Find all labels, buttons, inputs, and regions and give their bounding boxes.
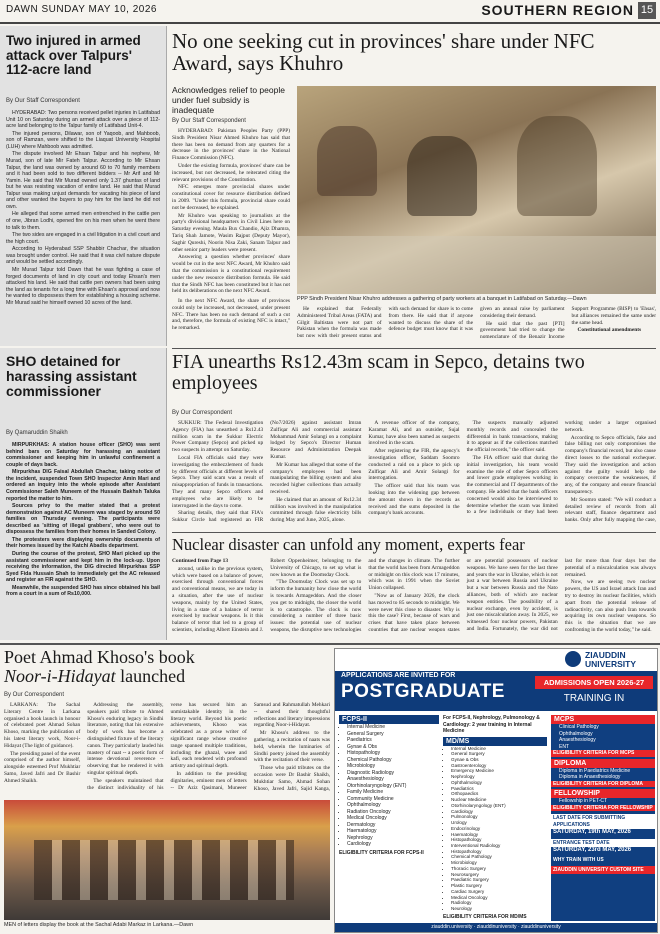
last-date: SATURDAY, 19th MAY, 2026 [553, 829, 631, 835]
divider [172, 348, 656, 349]
list-item: • Histopathology [451, 849, 547, 855]
fcps-eligibility: ELIGIBILITY CRITERIA FOR FCPS-II [339, 849, 424, 856]
list-item: • Otorhinolaryngology (ENT) [451, 803, 547, 809]
list-item: • Dermatology [347, 822, 439, 829]
apply-heading: WHY TRAIN WITH US [553, 857, 604, 864]
story-sho [0, 348, 167, 640]
headline-part: Poet Ahmad Khoso's book [4, 648, 195, 667]
last-date-heading: LAST DATE FOR SUBMITTING APPLICATIONS [551, 814, 655, 829]
list-item: • Haematology [347, 828, 439, 835]
paragraph: The suspects manually adjusted monthly records and concealed the differential in bank transactions, making it to appear as if the collections matched the official records," the officer said. [466, 420, 558, 454]
paragraph: Mir Murad Talpur told Dawn that he was fighting a case of forged documents of land in city court and today Ehsan's men attacked his land. He said that cattle pen owners had been using the land as tenants for a long time with Ehsan's approval and now he wanted to dispossess them for establishing a housing scheme. Mir Murad said he himself owned 10 acres of the land. [6, 266, 160, 306]
deck: Acknowledges relief to people under fuel subsidy is inadequate [172, 85, 285, 115]
fcps-heading: FCPS-II [339, 715, 439, 724]
fcps-panel [339, 715, 439, 875]
paragraph: HYDERABAD: Pakistan Peoples Party (PPP) Sindh President Nisar Ahmed Khuhro has said that there has been no demand from any quarters for a decrease in the provinces' share in the National Finance Commission (NFC). [172, 128, 290, 162]
headline: Two injured in armed attack over Talpurs' 112-acre land [6, 33, 141, 78]
paragraph: Meanwhile, the suspended SHO has since obtained his bail from a court in a sum of Rs10,000. [6, 584, 160, 598]
paragraph: around, unlike in the previous system, which were based on a balance of power, exercised through conventional forces and conventional means, we are today in a situation, after the use of nuclear weapons, mainly by the United States, living in a state of a balance of terror exercised by nuclear weapons. Is it this balance of terror that led to a group of scientists, including Albert Einstein and J. Robert Oppenheimer, belonging to the University of Chicago, to set up what is now known as the Doomsday Clock. [172, 558, 362, 633]
article-body [6, 110, 160, 342]
news-photo [297, 86, 656, 294]
photo-caption: PPP Sindh President Nisar Khuhro addresses a gathering of party workers at a banquet in Latifabad on Saturday.—Dawn [297, 296, 587, 302]
subhead: Constitutional amendments [577, 327, 642, 334]
story-khoso [2, 648, 330, 932]
list-item: • Microbiology [451, 860, 547, 866]
diploma-list [551, 768, 655, 781]
article-body-col1 [172, 298, 290, 344]
paragraph: In the next NFC Award, the share of provinces could only be increased, not decreased, under present NFC. There has been no such demand of such a cut and, therefore, the formula of existing NFC is intact," he remarked. [172, 298, 290, 332]
list-item: • Nephrology [451, 774, 547, 780]
headline: No one seeking cut in provinces' share under NFC Award, says Khuhro [172, 30, 595, 76]
list-item: • Fellowship in PET-CT [559, 798, 655, 805]
mdms-panel [443, 715, 547, 925]
continued-from: Continued from Page 13 [172, 558, 229, 564]
list-item: • Thoracic Surgery [451, 866, 547, 872]
list-item: • Paediatrics [347, 737, 439, 744]
list-item: • Radiation Oncology [347, 809, 439, 816]
paragraph: Mr Khuhro was speaking to journalists at the party's divisional headquarters in Civil Lines here on Saturday evening. Maula Bux Chandio, Ajiz Dhamra, Tariq Shah Jamote, Wasim Rajput (Deputy Mayor), Saghir Qureshi, Noorin Nisa Zaki, Sanam Talpur and other senior party leaders were present. [172, 212, 290, 253]
paragraph: Now, we are seeing two nuclear powers, the US and Israel attack Iran and try to destroy its nuclear facilities, which apart from the potential release of radioactivity, can also push Iran towards acquiring its own nuclear weapons. So this is the situation that we are confronting in the world today," he said. [564, 579, 656, 633]
ad-title: POSTGRADUATE [341, 681, 505, 702]
list-item: • Emergency Medicine [451, 768, 547, 774]
list-item: • Internal Medicine [347, 724, 439, 731]
divider [172, 532, 656, 533]
paragraph: Addressing the assembly, speakers paid tribute to Ahmed Khoso's enduring legacy in Sindhi literature, noting that his extensive body of work has become a distinguished fixture of the literary canon. They particularly lauded his mastery of naat -- a poetic form of intense devotional reverence -- observing that he rendered it with singular spiritual depth. [87, 702, 164, 776]
paragraph: Answering a question whether provinces' share would be cut in the next NFC Award, Mr Khuhro said that the commission is a constitutional requirement under the new resource distribution formula. He said that the Sindh NFC has been constituted but it has not held its deliberations on the next NFC Award. [172, 254, 290, 295]
list-item: • Ophthalmology [451, 780, 547, 786]
paragraph: The officer said that his team was looking into the widening gap between the amount shown in the records as received and the sums deposited in the company's bank accounts. [368, 483, 460, 517]
ad-footer: ziauddin.university · ziauddinuniversity · ziauddinuniversity [335, 923, 657, 932]
list-item: • Medical Oncology [347, 815, 439, 822]
list-item: • Diploma in Paediatrics Medicine [559, 768, 655, 775]
page-number: 15 [638, 2, 656, 19]
list-item: • Radiology [451, 900, 547, 906]
folio-date: DAWN SUNDAY MAY 10, 2026 [6, 4, 157, 15]
training-label: TRAINING IN [563, 693, 625, 704]
test-date-heading: ENTRANCE TEST DATE [551, 839, 655, 848]
paragraph: LARKANA: The Sachal Literary Centre in Larkana organised a book launch in honour of celebrated poet Ahmad Sohan Khoso, marking the publication of his latest literary work, Noor-i-Hidayat (The light of guidance). [4, 702, 81, 749]
list-item: • Paediatric Surgery [451, 877, 547, 883]
list-item: • Internal Medicine [451, 746, 547, 752]
paragraph: He said that the past [PTI] government had tried to change the nomenclature of the Benazir Income Support Programme (BISP) to 'Ehsas', but alliances remained the same under the same head. [480, 306, 656, 341]
paragraph: The FIA officer said that during the initial investigation, his team would examine the role of other Sepco officers and lower grade employees working in the commercial and IT departments of the company. He added that the bank officers concerned would also be interviewed to determine whether the scam was limited to a few individuals or they had been working under a larger organised network. [466, 420, 656, 516]
paragraph: NFC emerges more provincial shares under constitutional cover for resource distribution defined in 2009. "Under this formula, provincial share could not be decreased, he explained. [172, 184, 290, 211]
list-item: • Interventional Radiology [451, 843, 547, 849]
story-sepco [172, 352, 656, 530]
paragraph: According to Sepco officials, fake and false billing not only compromises the company's financial record, but also cause direct losses to the national exchequer. They said the investigation and action against the guilty would help the company overcome the weaknesses, if any, of the company and ensure financial transparency. [564, 434, 656, 495]
brand-name: ZIAUDDIN UNIVERSITY [585, 650, 637, 669]
paragraph: The injured persons, Dilawar, son of Yaqoob, and Mahboob, son of Ramzan, were shifted to the Liaquat University Hospital (LUH) where Mahboob was admitted. [6, 130, 160, 150]
article-body [172, 558, 656, 638]
list-item: • Urology [451, 820, 547, 826]
list-item: • Otorhinolaryngology (ENT) [347, 783, 439, 790]
article-body [172, 420, 656, 528]
list-item: • Haematology [451, 832, 547, 838]
paragraph: SUKKUR: The Federal Investigation Agency (FIA) has unearthed a Rs12.43 million scam in the Sukkur Electric Power Company (Sepco) and picked up two suspects in attempt on Saturday. [172, 420, 264, 454]
list-item: • Gynae & Obs [451, 757, 547, 763]
paragraph: According to Hyderabad SSP Shabbir Chachar, the situation was brought under control. He said that it was civil nature dispute and would be settled accordingly. [6, 246, 160, 266]
fellowship-criteria: ELIGIBILITY CRITERIA FOR FELLOWSHIP [551, 805, 655, 812]
paragraph: He alleged that some armed men entrenched in the cattle pen of one, Jibran Lodhi, opened fire on his men when he went there to talk to them. [6, 211, 160, 231]
list-item: • Gynae & Obs [347, 744, 439, 751]
list-item: • Cardiology [347, 841, 439, 848]
mcps-heading: MCPS [551, 715, 655, 724]
list-item: • Ophthalmology [347, 802, 439, 809]
mdms-eligibility: ELIGIBILITY CRITERIA FOR MD/MS [443, 913, 527, 920]
headline: Nuclear disaster can unfold any moment, experts fear [172, 536, 525, 554]
paragraph: "The Doomsday Clock was set up to inform the humanity how close the world is towards Armageddon. And the closer you get to midnight, the closer the world is to catastrophe. The clock is now considering a number of three basic issues: the potential use of nuclear weapons, the disruptive new technologies and the changes in climate. The further that the world has been from Armageddon or midnight on this clock was 17 minutes, which was in 1991 when the Soviet Union collapsed. [270, 558, 460, 633]
list-item: • Paediatrics [451, 786, 547, 792]
university-logo-icon [565, 651, 581, 667]
page-header [0, 0, 660, 24]
list-item: • Cardiac Surgery [451, 889, 547, 895]
photo-caption: MEN of letters display the book at the Sachal Adabi Markaz in Larkana.—Dawn [4, 922, 194, 928]
fellowship-heading: FELLOWSHIP [551, 789, 655, 798]
paragraph: The speakers maintained that the distinct individuality of his verse has secured him an unmistakable identity in the literary world. Beyond his poetic achievements, Khoso was celebrated as a prose writer of significant range whose creative range spanned multiple traditions, including the ghazal, waee and kafi, each rendered with profound artistry and spiritual depth. [87, 702, 247, 791]
admissions-badge: ADMISSIONS OPEN 2026-27 [535, 676, 653, 689]
story-talpur [0, 26, 167, 346]
byline: By Our Staff Correspondent [172, 118, 246, 124]
list-item: • Diagnostic Radiology [347, 770, 439, 777]
list-item: • Neurology [451, 906, 547, 912]
news-photo [4, 800, 330, 920]
paragraph: In addition to the presiding dignitaries, eminent men of letters -- Dr Aziz Qasimani, Muneeer Samsud and Rahmatullah Mehkari -- shared their thoughtful reflections and literary impressions regarding Noor-i-Hidayat. [170, 702, 330, 791]
headline-part: launched [120, 666, 186, 687]
list-item: • Nuclear Medicine [451, 797, 547, 803]
list-item: • Orthopaedics [451, 791, 547, 797]
advertisement-ziauddin [334, 648, 658, 933]
paragraph: Local FIA officials said they were investigating the embezzlement of funds by different officials at different levels of Sepco. They said scam was a result of misappropriation of funds in transactions. They and many Sepco officers and employees who are likely to be interrogated in the days to come. [172, 454, 264, 509]
list-item: • Community Medicine [347, 796, 439, 803]
diploma-heading: DIPLOMA [551, 759, 655, 768]
fcps-note: For FCPS-II, Nephrology, Pulmonology & Cardiology: 2 year training in Internal Medicine [443, 715, 540, 734]
banner-text: APPLICATIONS ARE INVITED FOR [341, 672, 456, 679]
test-date: SATURDAY, 23rd MAY, 2026 [553, 847, 632, 854]
list-item: • Endocrinology [451, 826, 547, 832]
paragraph: Mirpurkhas DIG Faisal Abdullah Chachar, taking notice of the incident, suspended Town SHO Inspector Amin Mari and ordered an inquiry into the whole episode after Assistant Commissioner Saleh Muneem of the Hussain Bakhsh Taluka reported the matter to him. [6, 469, 160, 502]
paragraph: The two sides are engaged in a civil litigation in a civil court and the high court. [6, 232, 160, 245]
list-item: • Chemical Pathology [347, 757, 439, 764]
paragraph: The protesters were displaying ownership documents of their homes issued by the Katchi Abadis department. [6, 536, 160, 550]
ad-banner [335, 671, 657, 711]
paragraph: After registering the FIR, the agency's investigation officer, Saddam Soomro conducted a raid on a place to pick up Zulfiqar Ali and Amir Solangi for interrogation. [368, 448, 460, 482]
paragraph: Sharing details, they said that FIA's Sukkur Circle had registered an FIR (No7/2026) against assistant Imran Zulfiqar Ali and commercial assistant Mohammad Amir Solangi on a complaint lodged by Sepco's Director Human Resource and Administration Deepak Kumar. [172, 420, 362, 524]
list-item: • Anaesthesiology [559, 737, 655, 744]
byline: By Our Correspondent [4, 692, 65, 698]
paragraph: Mr Kumar has alleged that some of the company's employees had been manipulating the billing system and also recorded higher collections than actually received. [270, 461, 362, 495]
ad-info-panel [551, 715, 655, 921]
paragraph: He explained that Federally Administered Tribal Areas (FATA) and Gilgit Baltistan were not part of Pakistan when the formula was made but now with their present status and with such demand for share is to come from there. He said that if anyone wanted to discuss the share of the defence budget must know that it was given an annual raise by parliament considering their demand. [297, 306, 565, 340]
list-item: • Medical Oncology [451, 895, 547, 901]
list-item: • ENT [559, 744, 655, 751]
story-nuclear [172, 536, 656, 638]
mcps-list [551, 724, 655, 750]
book-title: Noor-i-Hidayat [4, 666, 116, 687]
list-item: • Pulmonology [451, 814, 547, 820]
list-item: • Cardiology [451, 809, 547, 815]
list-item: • Anaesthesiology [347, 776, 439, 783]
article-body [4, 702, 330, 796]
fcps-list [339, 724, 439, 848]
list-item: • Neurosurgery [451, 872, 547, 878]
headline: SHO detained for harassing assistant commissioner [6, 353, 137, 400]
paragraph: Those who paid tributes on the occasion were Dr Bashir Shaikh, Mukhtiar Samo, Ahmad Sohan Khoso, Javed Jafri, Sajid Kanga, [253, 765, 330, 792]
paragraph: Under the existing formula, provinces' share can be increased, but not decreased, he reiterated citing the relevant provisions of the Constitution. [172, 162, 290, 183]
headline: FIA unearths Rs12.43m scam in Sepco, detains two employees [172, 352, 585, 394]
divider [0, 643, 660, 645]
list-item: • Histopathology [451, 837, 547, 843]
list-item: • Clinical Pathology [559, 724, 655, 731]
paragraph: Mr Soomro stated: "We will conduct a detailed review of records from all relevant staff, finance department and banks. Only after fully mapping the case, [564, 496, 656, 524]
mdms-list [443, 746, 547, 912]
paragraph: A revenue officer of the company, Karamat Ali, and an outsider, Sujal Kumar, have also been named as suspects involved in the scam. [368, 420, 460, 447]
article-body [6, 442, 160, 636]
list-item: • Gastroenterology [451, 763, 547, 769]
list-item: • General Surgery [347, 731, 439, 738]
custom-site: ZIAUDDIN UNIVERSITY CUSTOM SITE [551, 866, 655, 875]
headline [4, 648, 330, 687]
list-item: • Microbiology [347, 763, 439, 770]
paragraph: Mr Khoso's address to the gathering, a recitation of naats was held, wherein the luminaries of Sindhi poetry joined the assembly with the recitation of their verse. [253, 730, 330, 764]
paragraph: MIRPURKHAS: A station house officer (SHO) was sent behind bars on Saturday for harassing an assistant commissioner and keeping him in unlawful confinement a couple of days back. [6, 442, 160, 468]
list-item: • Histopathology [347, 750, 439, 757]
paragraph: "Now as of January 2026, the clock has moved to 85 seconds to midnight. We were never this close to disaster. Why is this the case? First, because of wars and crises that have taken place between countries that are nuclear weapon states or are potential possessors of nuclear weapons. We have seen for the last three and years the war in Ukraine, which is not just a war between Russia and Ukraine but a war between Russia and the Nato alliances, both of which are nuclear weapon entities. The possibility of a nuclear exchange, even by accident, is just one miscalculation away. In 2025, we witnessed four nuclear powers, Pakistan and India. Fortunately, the war did not last for more than four days but the potential of a miscalculation was always remained. [368, 558, 656, 633]
mdms-heading: MD/MS [443, 737, 547, 746]
section-name: SOUTHERN REGION [481, 2, 634, 18]
byline: By Qamaruddin Shaikh [6, 430, 68, 436]
paragraph: During the course of the protest, SHO Mari picked up the assistant commissioner and kept him in the lock-up. Upon receiving the information, the DIG directed Mirpurkhas SSP Syed Fida Hussain Shah to immediately get the AC released and register an FIR against the SHO. [6, 551, 160, 584]
list-item: • Plastic Surgery [451, 883, 547, 889]
list-item: • General Surgery [451, 751, 547, 757]
byline: By Our Correspondent [172, 410, 233, 416]
byline: By Our Staff Correspondent [6, 98, 80, 104]
mcps-criteria: ELIGIBILITY CRITERIA FOR MCPS [551, 750, 655, 757]
paragraph: The dispute involved Mr Ehsan Talpur and his nephew, Mr Murad, son of late Mir Fateh Talpur. According to Mir Ehsan Talpur, the land was owned by around 60 to 70 family members and it had been sold to two different bidders -- Mr Arif and Mr Yamin. He said that Mir Murad owned only 1.37 ghuntas of land but he was resisting vacation of entire land. He said that Murad Talpur was making unjust demands for vacating his piece of land and other wanted the buyers to pay him for the land he did not own. [6, 151, 160, 210]
paragraph: The presiding panel of the event comprised of the author himself, alongside esteemed Prof Mukhtiar Samo, Javed Jafri and Dr Bashir Ahmed Shaikh. [4, 750, 81, 784]
list-item: • Diploma in Anaesthesiology [559, 774, 655, 781]
story-nfc [172, 30, 656, 344]
paragraph: Sources privy to the matter stated that a protest demonstration against AC Muneem was staged by around 50 families on Thursday evening. The participants were described as 'sitting of illegal grabbers', who were out to dispossess the families from their homes in Sanded Colony. [6, 503, 160, 536]
article-body-lead [172, 128, 290, 296]
list-item: • Chemical Pathology [451, 854, 547, 860]
paragraph: He claimed that an amount of Rs12.34 million was involved in the manipulation committed through false electricity bills during May and June, 2025, alone. [270, 496, 362, 524]
list-item: • Nephrology [347, 835, 439, 842]
diploma-criteria: ELIGIBILITY CRITERIA FOR DIPLOMA [551, 781, 655, 788]
list-item: • Ophthalmology [559, 731, 655, 738]
list-item: • Family Medicine [347, 789, 439, 796]
article-body-cols [297, 306, 656, 344]
paragraph: HYDERABAD: Two persons received pellet injuries in Latifabad Unit 10 on Saturday during an armed attack over a piece of 112-acre land belonging to the Talpur family of Latifabad Unit-4. [6, 110, 160, 130]
